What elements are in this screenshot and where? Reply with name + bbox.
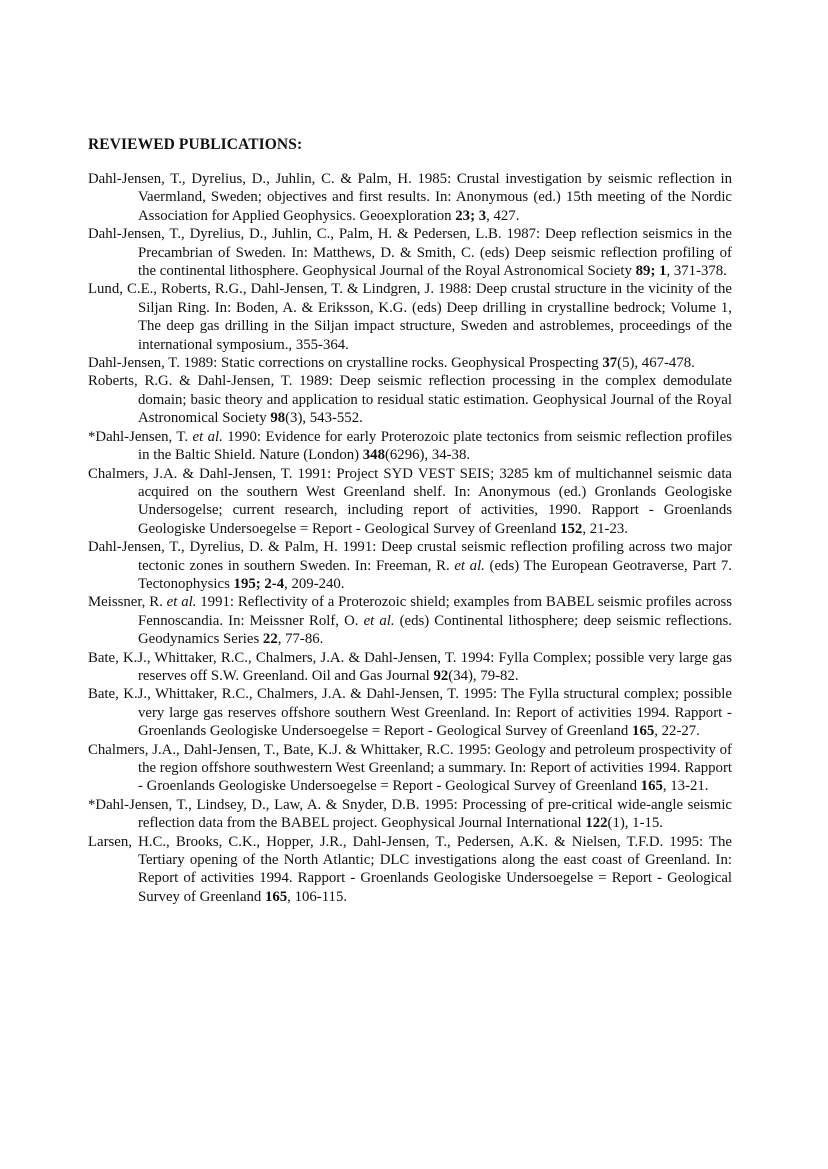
reference-entry: Roberts, R.G. & Dahl-Jensen, T. 1989: Deep seismic reflection processing in the complex demodulate domain; basic theory and application to residual static estimation. Geophysical Journal of the Royal Astronomical Society 98(3), 543-552.	[88, 373, 732, 427]
reference-list	[88, 170, 732, 906]
reference-entry: Dahl-Jensen, T., Dyrelius, D., Juhlin, C., Palm, H. & Pedersen, L.B. 1987: Deep reflection seismics in the Precambrian of Sweden. In: Matthews, D. & Smith, C. (eds) Deep seismic reflection profiling of the continental lithosphere. Geophysical Journal of the Royal Astronomical Society 89; 1, 371-378.	[88, 226, 732, 280]
reference-entry: Dahl-Jensen, T., Dyrelius, D., Juhlin, C. & Palm, H. 1985: Crustal investigation by seismic reflection in Vaermland, Sweden; objectives and first results. In: Anonymous (ed.) 15th meeting of the Nordic Association for Applied Geophysics. Geoexploration 23; 3, 427.	[88, 171, 732, 224]
reference-entry: Meissner, R. et al. 1991: Reflectivity of a Proterozoic shield; examples from BABEL seismic profiles across Fennoscandia. In: Meissner Rolf, O. et al. (eds) Continental lithosphere; deep seismic reflections. Geodynamics Series 22, 77-86.	[88, 594, 732, 648]
reference-entry: Bate, K.J., Whittaker, R.C., Chalmers, J.A. & Dahl-Jensen, T. 1995: The Fylla structural complex; possible very large gas reserves offshore southern West Greenland. In: Report of activities 1994. Rapport - Groenlands Geologiske Undersoegelse = Report - Geological Survey of Greenland 165, 22-27.	[88, 686, 732, 740]
reference-entry: Dahl-Jensen, T., Dyrelius, D. & Palm, H. 1991: Deep crustal seismic reflection profiling across two major tectonic zones in southern Sweden. In: Freeman, R. et al. (eds) The European Geotraverse, Part 7. Tectonophysics 195; 2-4, 209-240.	[88, 539, 732, 592]
reference-entry: Bate, K.J., Whittaker, R.C., Chalmers, J.A. & Dahl-Jensen, T. 1994: Fylla Complex; possible very large gas reserves off S.W. Greenland. Oil and Gas Journal 92(34), 79-82.	[88, 649, 732, 684]
reference-entry: Chalmers, J.A. & Dahl-Jensen, T. 1991: Project SYD VEST SEIS; 3285 km of multichannel seismic data acquired on the southern West Greenland shelf. In: Anonymous (ed.) Gronlands Geologiske Undersogelse; current research, including report of activities, 1990. Rapport - Groenlands Geologiske Undersoegelse = Report - Geological Survey of Greenland 152, 21-23.	[88, 465, 732, 537]
reference-entry: Lund, C.E., Roberts, R.G., Dahl-Jensen, T. & Lindgren, J. 1988: Deep crustal structure in the vicinity of the Siljan Ring. In: Boden, A. & Eriksson, K.G. (eds) Deep drilling in crystalline bedrock; Volume 1, The deep gas drilling in the Siljan impact structure, Sweden and astroblemes, proceedings of the international symposium., 355-364.	[88, 281, 732, 353]
reference-entry: Chalmers, J.A., Dahl-Jensen, T., Bate, K.J. & Whittaker, R.C. 1995: Geology and petroleum prospectivity of the region offshore southwestern West Greenland; a summary. In: Report of activities 1994. Rapport - Groenlands Geologiske Undersoegelse = Report - Geological Survey of Greenland 165, 13-21.	[88, 741, 732, 795]
reference-entry: Larsen, H.C., Brooks, C.K., Hopper, J.R., Dahl-Jensen, T., Pedersen, A.K. & Nielsen, T.F.D. 1995: The Tertiary opening of the North Atlantic; DLC investigations along the east coast of Greenland. In: Report of activities 1994. Rapport - Groenlands Geologiske Undersoegelse = Report - Geological Survey of Greenland 165, 106-115.	[88, 833, 732, 905]
reference-entry: *Dahl-Jensen, T., Lindsey, D., Law, A. & Snyder, D.B. 1995: Processing of pre-critical wide-angle seismic reflection data from the BABEL project. Geophysical Journal International 122(1), 1-15.	[88, 796, 732, 832]
reference-entry: *Dahl-Jensen, T. et al. 1990: Evidence for early Proterozoic plate tectonics from seismic reflection profiles in the Baltic Shield. Nature (London) 348(6296), 34-38.	[88, 428, 732, 464]
reference-entry: Dahl-Jensen, T. 1989: Static corrections on crystalline rocks. Geophysical Prospecting 37(5), 467-478.	[88, 355, 695, 372]
section-heading: REVIEWED PUBLICATIONS:	[88, 136, 303, 153]
